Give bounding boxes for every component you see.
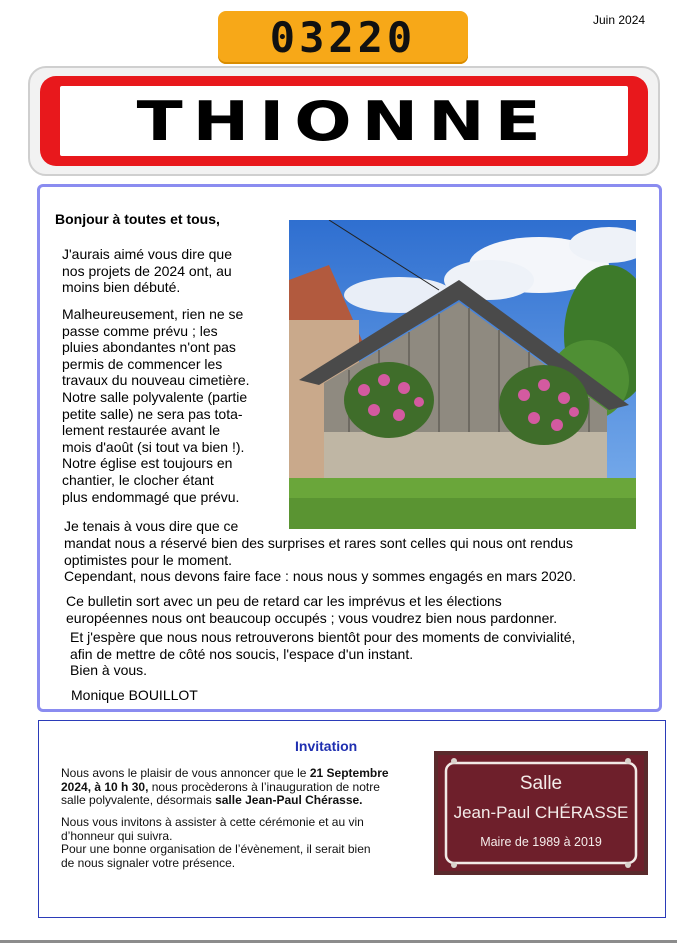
invitation-hall-name: salle Jean-Paul Chérasse. xyxy=(215,793,363,807)
invitation-title: Invitation xyxy=(295,738,358,754)
postcode-text: 03220 xyxy=(269,13,417,62)
mayor-letter xyxy=(37,184,662,712)
invitation-box xyxy=(38,720,666,918)
issue-date: Juin 2024 xyxy=(593,13,646,27)
letter-paragraph-5: Et j'espère que nous nous retrouverons bientôt pour des moments de convivialité, afin de mettre de côté nos soucis, l'espace d'un instant. Bien à vous. xyxy=(70,629,576,679)
plaque-line-3: Maire de 1989 à 2019 xyxy=(480,835,602,849)
postcode-badge xyxy=(218,11,468,64)
letter-paragraph-2: Malheureusement, rien ne se passe comme prévu ; les pluies abondantes n'ont pas permis de commencer les travaux du nouveau cimetière. Notre salle polyvalente (partie petite salle) ne sera pas tota- lement restaurée avant le mois d'août (si tout va bien !). Notre église est toujours en chantier, le clocher étant plus endommagé que prévu. xyxy=(62,306,250,505)
invitation-intro-cont: nous procèderons à l’inauguration de notre salle polyvalente, désormais xyxy=(61,779,380,807)
town-sign xyxy=(28,66,660,176)
letter-greeting: Bonjour à toutes et tous, xyxy=(55,211,220,227)
village-barn-photo xyxy=(289,220,636,529)
invitation-intro: Nous avons le plaisir de vous annoncer que le xyxy=(61,766,310,780)
invitation-date: 21 Septembre 2024, à 10 h 30, xyxy=(61,766,389,794)
invitation-paragraph-1 xyxy=(61,767,401,808)
hall-name-plaque xyxy=(434,751,648,875)
letter-paragraph-1: J'aurais aimé vous dire que nos projets de 2024 ont, au moins bien débuté. xyxy=(62,246,232,296)
town-name: THIONNE xyxy=(136,89,552,153)
letter-signature: Monique BOUILLOT xyxy=(71,687,198,703)
letter-paragraph-3: mandat nous a réservé bien des surprises et rares sont celles qui nous ont rendus optimistes pour le moment. Cependant, nous devons faire face : nous nous y sommes engagés en mars 2020. xyxy=(64,535,577,585)
page-bottom-rule xyxy=(0,940,677,943)
letter-paragraph-4: Ce bulletin sort avec un peu de retard car les imprévus et les élections européennes nous ont beaucoup occupés ; vous voudrez bien nous pardonner. xyxy=(66,593,558,626)
plaque-line-2: Jean-Paul CHÉRASSE xyxy=(453,803,629,822)
invitation-paragraph-2: Nous vous invitons à assister à cette cérémonie et au vin d’honneur qui suivra. Pour une bonne organisation de l’évènement, il serait bien de nous signaler votre présence. xyxy=(61,815,371,870)
plaque-line-1: Salle xyxy=(519,773,563,794)
letter-paragraph-3-start: Je tenais à vous dire que ce xyxy=(64,518,239,534)
